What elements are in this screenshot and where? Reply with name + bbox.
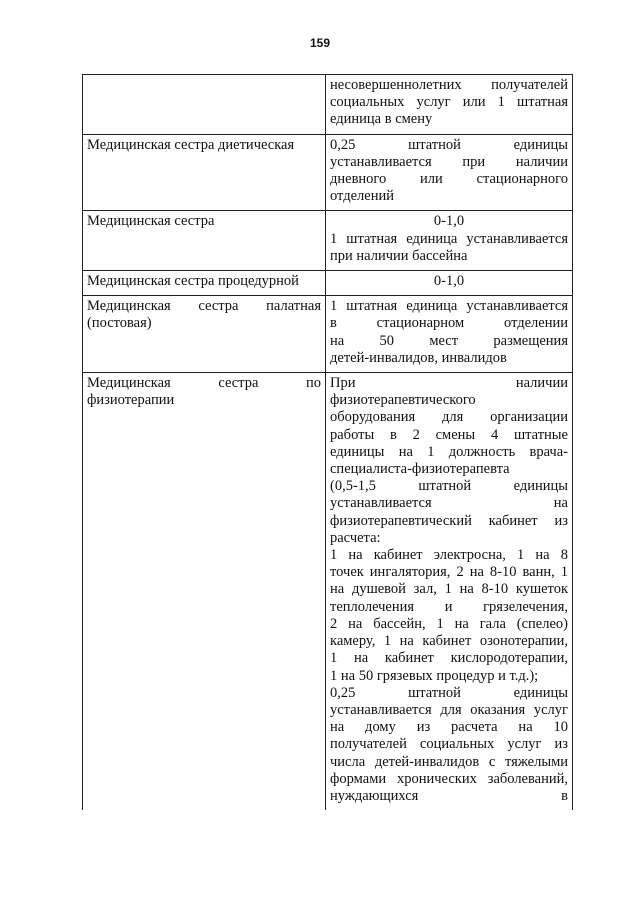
norm-cell [326, 211, 573, 271]
norm-line: (0,5-1,5 штатной единицы [330, 478, 568, 495]
position-line: физиотерапии [87, 392, 175, 409]
norm-line: устанавливается на [330, 495, 568, 512]
norm-line: социальных услуг или 1 штатная [330, 94, 568, 111]
table-row [83, 75, 573, 135]
norm-line: 1 на кабинет электросна, 1 на 8 [330, 547, 568, 564]
norm-line: на 50 мест размещения [330, 332, 568, 349]
table-row [83, 296, 573, 373]
norm-line: 1 штатная единица устанавливается [330, 230, 568, 247]
norm-line: 1 на 50 грязевых процедур и т.д.); [330, 667, 539, 684]
position-cell [83, 271, 326, 296]
norm-line: получателей социальных услуг из [330, 736, 568, 753]
norm-line: детей-инвалидов, инвалидов [330, 349, 507, 366]
staffing-table-body [83, 75, 573, 811]
norm-line: специалиста-физиотерапевта [330, 461, 510, 478]
norm-line: расчета: [330, 529, 381, 546]
norm-line: физиотерапевтический кабинет из [330, 512, 568, 529]
norm-line: 1 штатная единица устанавливается [330, 298, 568, 315]
position-line: Медицинская сестра по [87, 375, 321, 392]
norm-cell [326, 134, 573, 211]
norm-line: дневного или стационарного [330, 171, 568, 188]
norm-line: на дому из расчета на 10 [330, 719, 568, 736]
page-number: 159 [309, 36, 331, 50]
norm-line: теплолечения и грязелечения, [330, 598, 568, 615]
norm-line: устанавливается при наличии [330, 153, 568, 170]
position-cell [83, 134, 326, 211]
position-name: Медицинская сестра диетическая [87, 136, 295, 153]
table-row [83, 134, 573, 211]
position-cell [83, 75, 326, 135]
norm-line: отделений [330, 188, 394, 205]
norm-line: нуждающихся в [330, 787, 568, 804]
norm-line: 2 на бассейн, 1 на гала (спелео) [330, 615, 568, 632]
norm-line: формами хронических заболеваний, [330, 770, 568, 787]
norm-line: 1 на кабинет кислородотерапии, [330, 650, 568, 667]
table-row [83, 271, 573, 296]
norm-line: При наличии [330, 375, 568, 392]
position-name: Медицинская сестра процедурной [87, 273, 299, 290]
norm-line: единица в смену [330, 111, 433, 128]
position-name: Медицинская сестра [87, 213, 215, 230]
norm-line: 0-1,0 [433, 273, 465, 290]
norm-line: числа детей-инвалидов с тяжелыми [330, 753, 568, 770]
norm-line: точек ингалятория, 2 на 8-10 ванн, 1 [330, 564, 568, 581]
norm-line: несовершеннолетних получателей [330, 77, 568, 93]
norm-line: камеру, 1 на кабинет озонотерапии, [330, 633, 568, 650]
table-row [83, 373, 573, 811]
position-cell [83, 373, 326, 811]
norm-line: при наличии бассейна [330, 247, 468, 264]
norm-line: физиотерапевтического [330, 392, 476, 409]
norm-cell [326, 373, 573, 811]
norm-line: единицы на 1 должность врача- [330, 443, 568, 460]
norm-line: 0,25 штатной единицы [330, 136, 568, 153]
table-row [83, 211, 573, 271]
norm-line: в стационарном отделении [330, 315, 568, 332]
norm-cell [326, 296, 573, 373]
norm-cell [326, 271, 573, 296]
norm-line: 0-1,0 [433, 213, 465, 230]
position-cell [83, 211, 326, 271]
position-line: (постовая) [87, 315, 152, 332]
norm-line: работы в 2 смены 4 штатные [330, 426, 568, 443]
norm-line: оборудования для организации [330, 409, 568, 426]
norm-cell [326, 75, 573, 135]
position-line: Медицинская сестра палатная [87, 298, 321, 315]
position-cell [83, 296, 326, 373]
norm-line: 0,25 штатной единицы [330, 684, 568, 701]
norm-line: на душевой зал, 1 на 8-10 кушеток [330, 581, 568, 598]
norm-line: устанавливается для оказания услуг [330, 701, 568, 718]
staffing-table [82, 74, 573, 810]
